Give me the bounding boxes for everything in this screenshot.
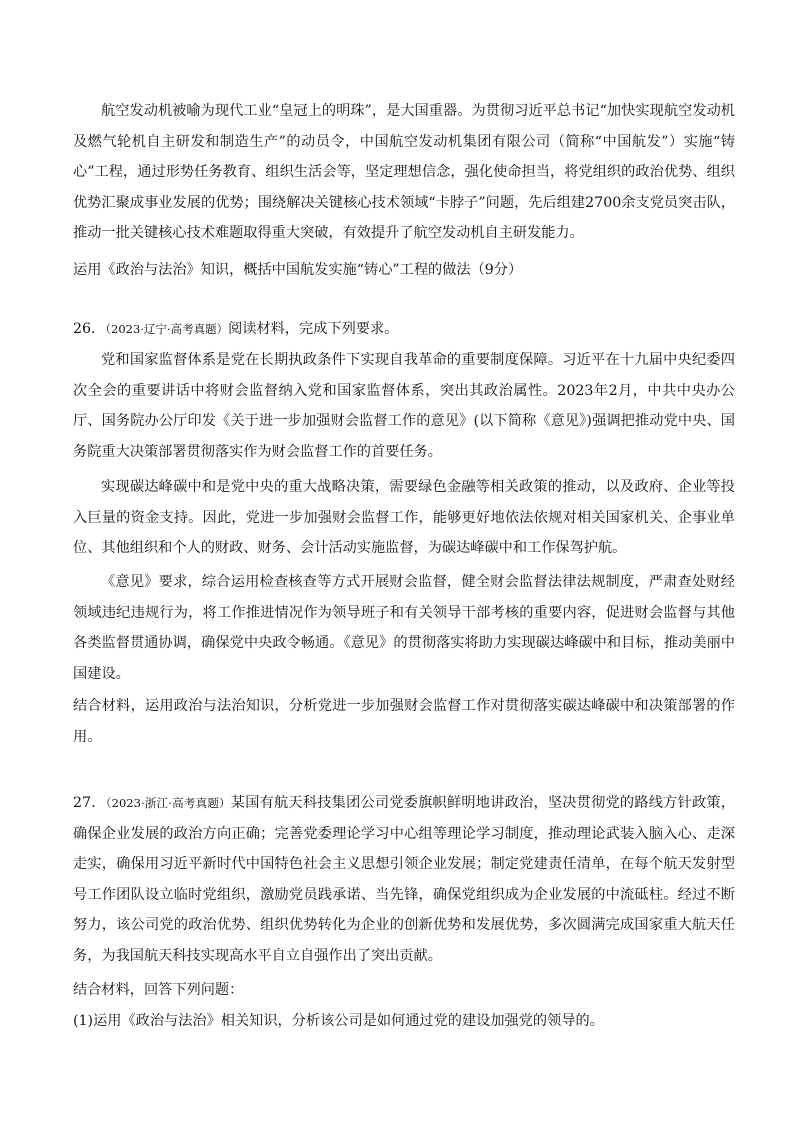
q26-paragraph-3: 《意见》要求，综合运用检查核查等方式开展财会监督，健全财会监督法律法规制度，严肃查处财经领域违纪违规行为，将工作推进情况作为领导班子和有关领导干部考核的重要内容，促进财会监督与其他各类监督贯通协调，确保党中央政令畅通。《意见》的贯彻落实将助力实现碳达峰碳中和目标，推动美丽中国建设。 (73, 574, 735, 682)
q27-source: （2023·浙江·高考真题） (105, 796, 231, 810)
q27-material (73, 788, 735, 971)
q26-instruction: 阅读材料，完成下列要求。 (228, 321, 399, 337)
q27-instruction: 结合材料，回答下列问题： (73, 982, 244, 998)
intro-material: 航空发动机被喻为现代工业“皇冠上的明珠”，是大国重器。为贯彻习近平总书记“加快实现航空发动机及燃气轮机自主研发和制造生产”的动员令，中国航空发动机集团有限公司（简称“中国航发”）实施“铸心”工程，通过形势任务教育、组织生活会等，坚定理想信念，强化使命担当，将党组织的政治优势、组织优势汇聚成事业发展的优势；围绕解决关键核心技术领域“卡脖子”问题，先后组建2700余支党员突击队，推动一批关键核心技术难题取得重大突破，有效提升了航空发动机自主研发能力。 (73, 103, 735, 241)
q26-header (73, 314, 735, 345)
q27-number: 27． (73, 795, 106, 811)
q27-sub-question-1: (1)运用《政治与法治》相关知识，分析该公司是如何通过党的建设加强党的领导的。 (73, 1013, 604, 1029)
q26-paragraph-2: 实现碳达峰碳中和是党中央的重大战略决策，需要绿色金融等相关政策的推动，以及政府、企业等投入巨量的资金支持。因此，党进一步加强财会监督工作，能够更好地依法依规对相关国家机关、企事业单位、其他组织和个人的财政、财务、会计活动实施监督，为碳达峰碳中和工作保驾护航。 (73, 479, 735, 556)
q27-material-text: 某国有航天科技集团公司党委旗帜鲜明地讲政治，坚决贯彻党的路线方针政策，确保企业发展的政治方向正确；完善党委理论学习中心组等理论学习制度，推动理论武装入脑入心、走深走实，确保用习近平新时代中国特色社会主义思想引领企业发展；制定党建责任清单，在每个航天发射型号工作团队设立临时党组织，激励党员践承诺、当先锋，确保党组织成为企业发展的中流砥柱。经过不断努力，该公司党的政治优势、组织优势转化为企业的创新优势和发展优势，多次圆满完成国家重大航天任务，为我国航天科技实现高水平自立自强作出了突出贡献。 (73, 795, 735, 964)
q26-source: （2023·辽宁·高考真题） (105, 322, 229, 336)
q26-question: 结合材料，运用政治与法治知识，分析党进一步加强财会监督工作对贯彻落实碳达峰碳中和决策部署的作用。 (73, 698, 735, 745)
q26-paragraph-1: 党和国家监督体系是党在长期执政条件下实现自我革命的重要制度保障。习近平在十九届中央纪委四次全会的重要讲话中将财会监督纳入党和国家监督体系，突出其政治属性。2023年2月，中共中央办公厅、国务院办公厅印发《关于进一步加强财会监督工作的意见》(以下简称《意见》)强调把推动党中央、国务院重大决策部署贯彻落实作为财会监督工作的首要任务。 (73, 352, 735, 460)
intro-question: 运用《政治与法治》知识，概括中国航发实施“铸心”工程的做法（9分） (73, 262, 523, 278)
q26-number: 26． (73, 321, 106, 337)
